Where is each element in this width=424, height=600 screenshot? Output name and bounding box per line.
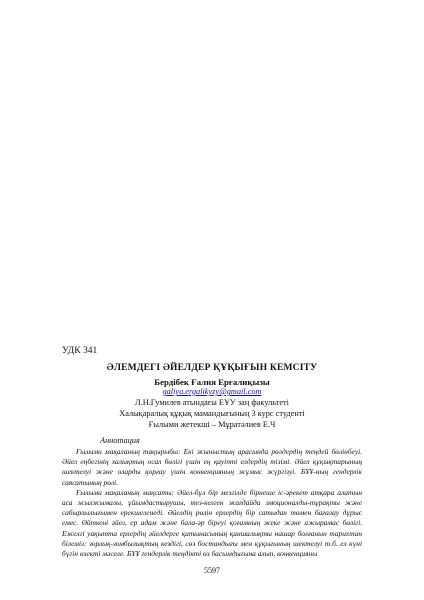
affiliation-line: Л.Н.Гумилев атындағы ЕҰУ заң факультеті: [135, 398, 289, 407]
supervisor-line: Ғылыми жетекші – Мұратәлиев Е.Ч: [148, 420, 276, 429]
page-number: 5597: [204, 566, 220, 575]
author-name: Бердібек Ғалия Ерғалиқызы: [154, 377, 270, 387]
affiliation-line: Халықаралық құқық мамандығының 3 курс студенті: [119, 409, 305, 418]
udk-code: УДК 341: [62, 346, 98, 356]
abstract-paragraph: Ғылыми мақаланың мақсаты: Әйел-бұл бір мезгілде бірнеше іс-әрекет атқара алатын аса жылжымалы, ұйымдастырушы, тез-келген жағдайда эмоционалды-тұрақты және сабырлылығымен ерекшеленеді. Әйелдің рөлін ерлердің бір сатыдан төмен бағалау дұрыс емес. Өйткені әйел, ер адам және бала-әр біреуі қоғамның жеке және ажырамас бөлігі. Ежелгі уақытта ерлердің әйелдерге қатынасының қаншалықты нашар болғанын тарихтан білеміз: зорлық-зомбылықтың кездігі, сөз бостандығы мен құқығының шектелуі т.б. ел күні бүгін өзекті мәселе. БҰҰ гендерлік теңдікті өз басымдығына алып, конвенцияны: [62, 487, 362, 559]
abstract-body: [62, 447, 362, 559]
abstract-paragraph: Ғылыми мақаланың тақырыбы: Екі жыныстың арасында рөлдердің теңдей бөлінбеуі. Әйел еңбегінің халықтың осал бөлігі үшін ең қауіпті елдердің тізімі. Әйел құқықтарының шектелуі және оларды қорғау үшін конвенцияның жұмыс жүргізуі. БҰҰ-ның гендерлік саясатының рөлі.: [62, 447, 362, 487]
author-email-link[interactable]: galiya.ergalikyzy@gmail.com: [162, 387, 262, 396]
annotation-heading: Аннотация: [100, 436, 140, 445]
article-title: ӘЛЕМДЕГІ ӘЙЕЛДЕР ҚҰҚЫҒЫН КЕМСІТУ: [106, 363, 318, 373]
